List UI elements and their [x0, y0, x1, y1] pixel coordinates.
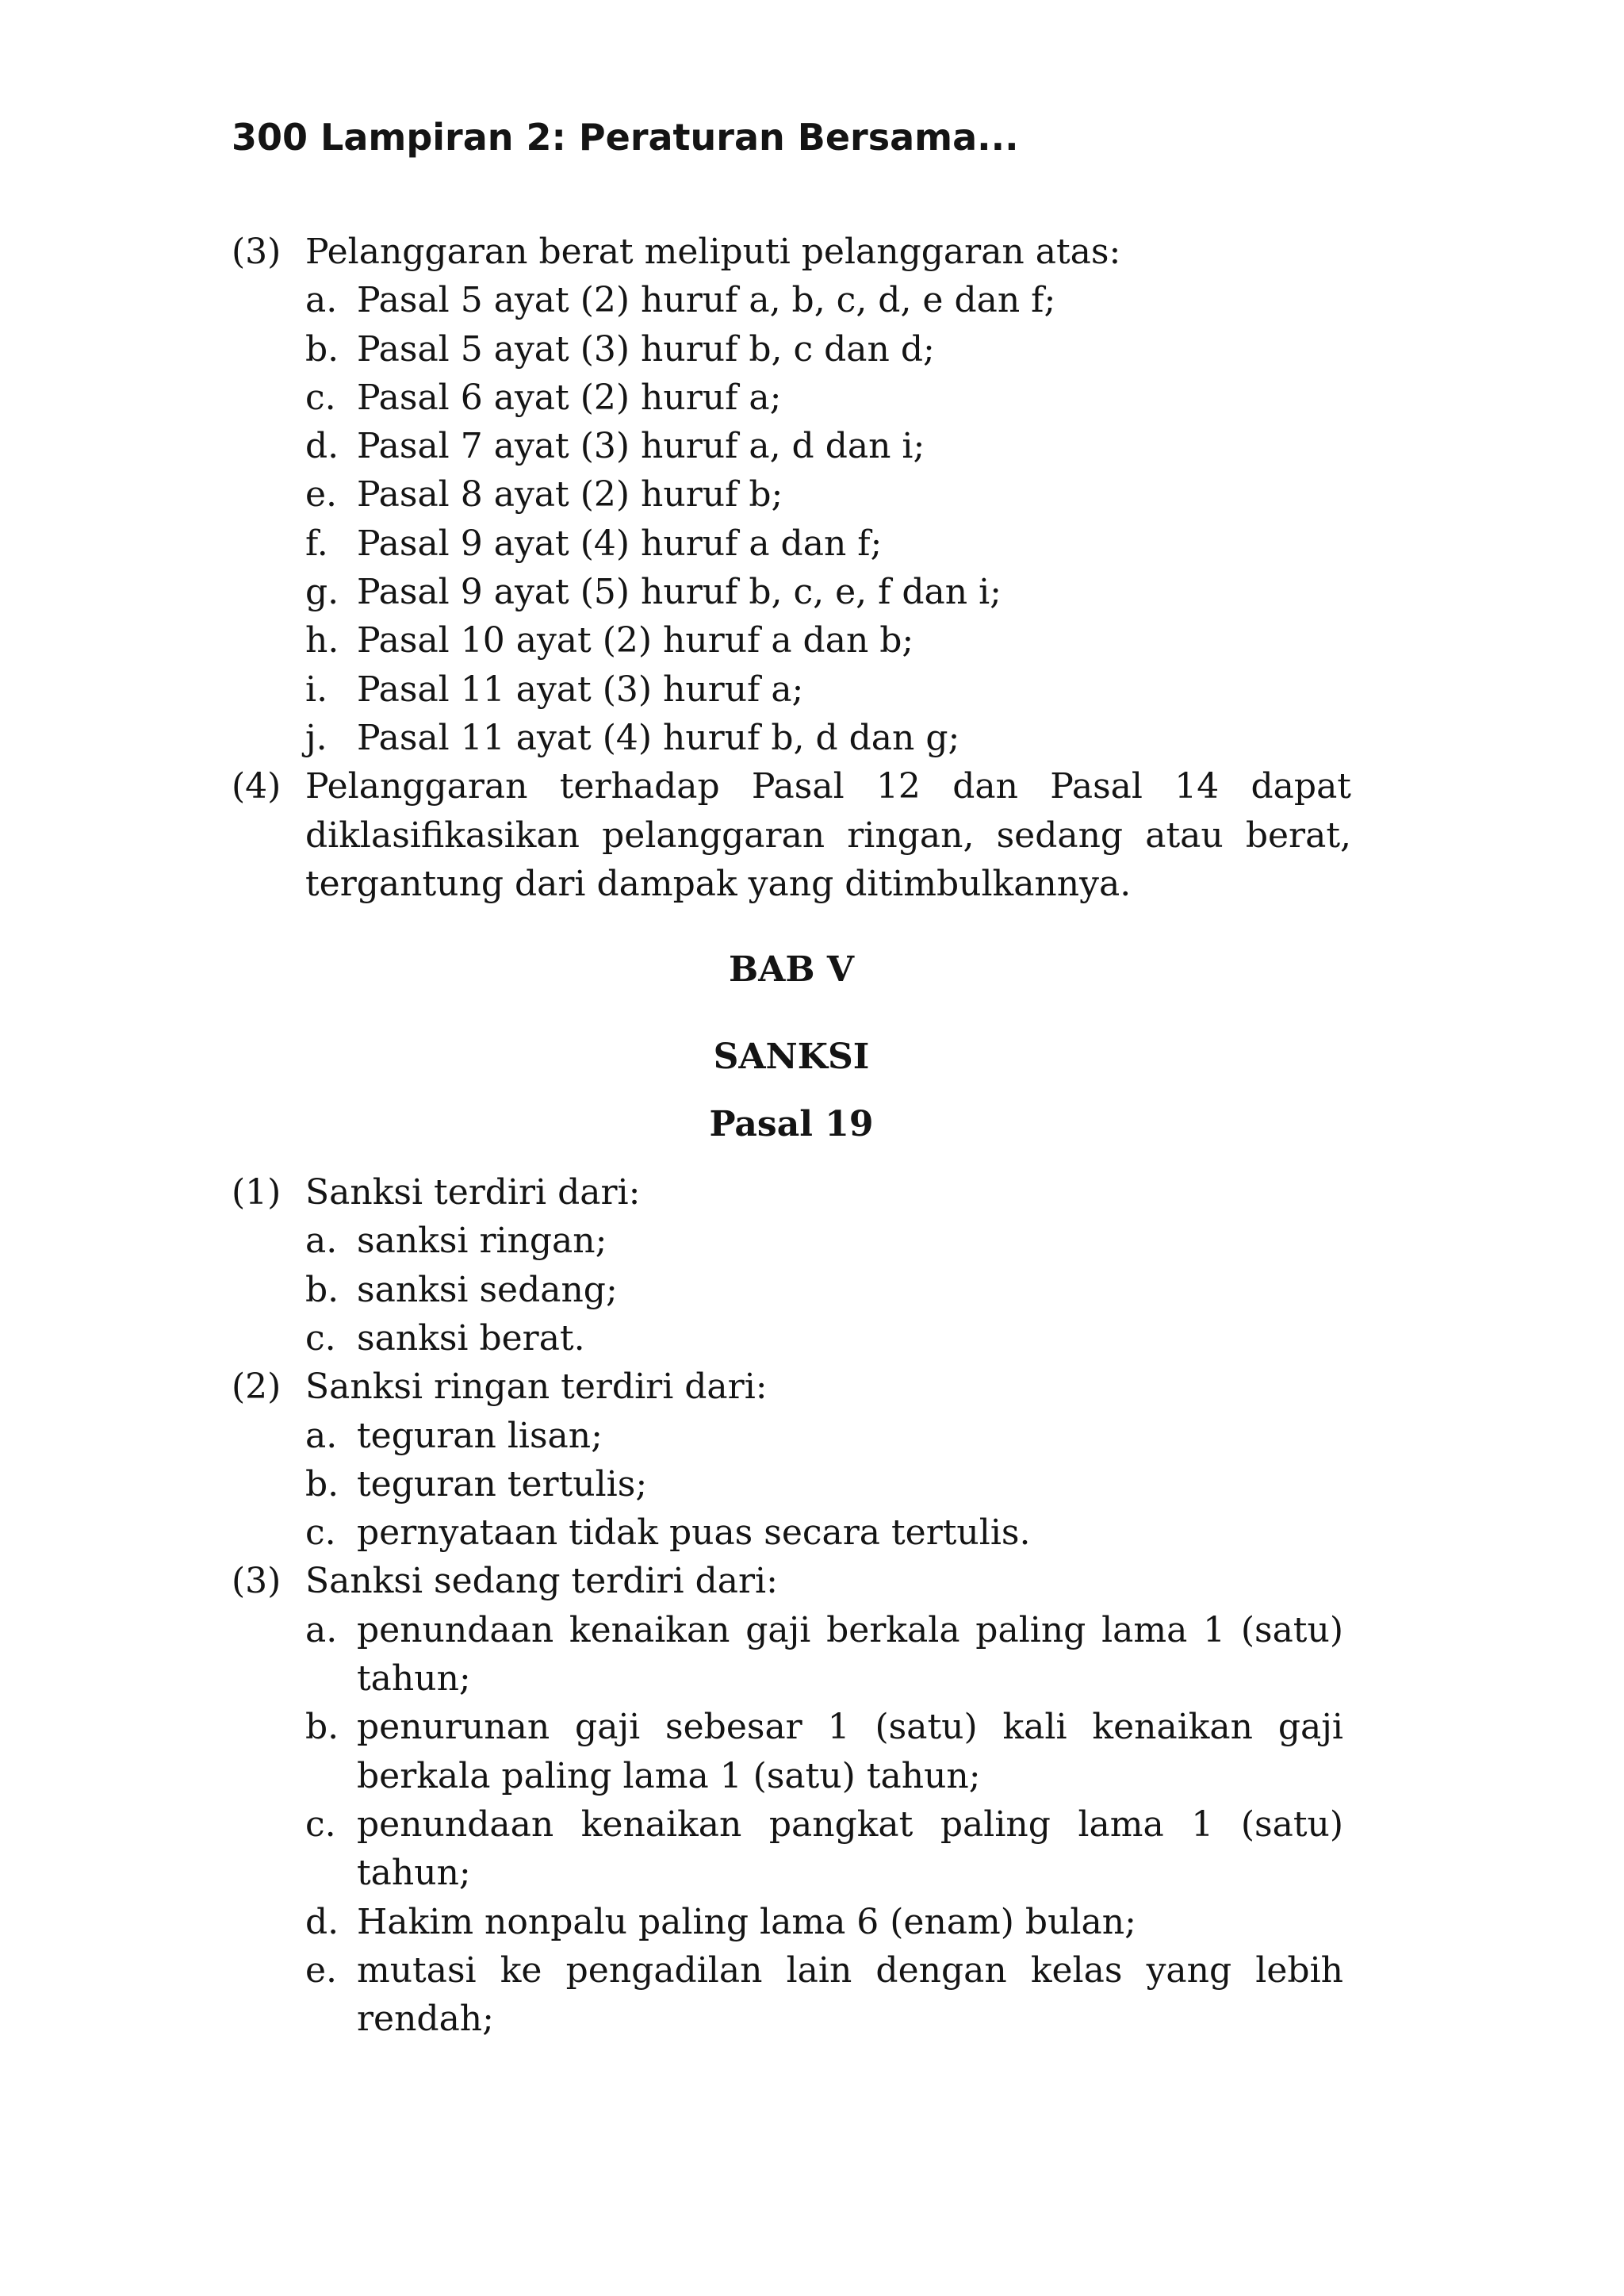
- list-item: [232, 1508, 1351, 1557]
- paragraph-number: (1): [232, 1172, 282, 1213]
- list-item-text: Pasal 5 ayat (3) huruf b, c dan d;: [357, 328, 935, 370]
- list-item: [232, 470, 1351, 519]
- list-item: [232, 1314, 1351, 1363]
- chapter-title: SANKSI: [713, 1037, 870, 1078]
- list-item-letter: g.: [305, 572, 339, 613]
- list-item: [232, 519, 1351, 568]
- list-item-text: penundaan kenaikan gaji berkala paling lama 1 (satu) tahun;: [357, 1609, 1343, 1700]
- list-item: [232, 1266, 1351, 1314]
- list-item: [232, 325, 1351, 374]
- paragraph-number: (2): [232, 1366, 282, 1408]
- document-body: [232, 228, 1351, 2043]
- paragraph-text: Sanksi terdiri dari:: [305, 1172, 641, 1213]
- list-item-text: Pasal 9 ayat (4) huruf a dan f;: [357, 523, 883, 564]
- list-item-letter: b.: [305, 1269, 339, 1310]
- chapter-heading: BAB V: [729, 949, 854, 991]
- list-item: [232, 568, 1351, 616]
- list-item-text: Pasal 6 ayat (2) huruf a;: [357, 377, 782, 418]
- list-item-text: Pasal 11 ayat (3) huruf a;: [357, 669, 804, 710]
- list-item-text: teguran lisan;: [357, 1415, 603, 1456]
- list-item: [232, 714, 1351, 762]
- list-item: [232, 616, 1351, 665]
- list-item: [232, 1898, 1343, 1946]
- paragraph-3-sanksi-sedang: [232, 1557, 1351, 1605]
- list-item-text: Pasal 10 ayat (2) huruf a dan b;: [357, 620, 914, 661]
- list-item-text: mutasi ke pengadilan lain dengan kelas yang lebih rendah;: [357, 1949, 1343, 2040]
- list-item: [232, 1946, 1343, 2044]
- list-item-letter: b.: [305, 1707, 339, 1748]
- list-item-letter: b.: [305, 328, 339, 370]
- list-item: [232, 1606, 1343, 1704]
- running-header: 300 Lampiran 2: Peraturan Bersama...: [232, 116, 1019, 159]
- list-item-text: sanksi ringan;: [357, 1221, 607, 1262]
- list-item-text: penundaan kenaikan pangkat paling lama 1 (satu) tahun;: [357, 1803, 1343, 1894]
- paragraph-number: (3): [232, 1561, 282, 1602]
- paragraph-number: (4): [232, 766, 282, 807]
- list-item-letter: j.: [305, 717, 327, 758]
- list-item-letter: e.: [305, 1949, 338, 1991]
- list-item-letter: c.: [305, 1317, 336, 1359]
- list-item-letter: c.: [305, 1803, 336, 1845]
- list-item: [232, 665, 1351, 714]
- list-item-text: Pasal 9 ayat (5) huruf b, c, e, f dan i;: [357, 572, 1002, 613]
- paragraph-2-sanksi-ringan: [232, 1363, 1351, 1411]
- paragraph-4-klasifikasi: [232, 762, 1351, 908]
- list-item-text: Pasal 11 ayat (4) huruf b, d dan g;: [357, 717, 960, 758]
- paragraph-number: (3): [232, 232, 282, 272]
- list-item-letter: h.: [305, 620, 339, 661]
- list-item-text: Pasal 7 ayat (3) huruf a, d dan i;: [357, 426, 925, 467]
- paragraph-text: Sanksi sedang terdiri dari:: [305, 1561, 778, 1602]
- list-item-text: Pasal 5 ayat (2) huruf a, b, c, d, e dan f;: [357, 280, 1056, 321]
- list-item-letter: a.: [305, 1609, 338, 1650]
- list-item-text: sanksi sedang;: [357, 1269, 618, 1310]
- list-item-letter: a.: [305, 280, 338, 321]
- list-item: [232, 1703, 1343, 1800]
- list-item-letter: c.: [305, 1512, 336, 1554]
- list-item-letter: a.: [305, 1221, 338, 1262]
- paragraph-3-pelanggaran-berat: [232, 228, 1351, 276]
- list-item-text: Pasal 8 ayat (2) huruf b;: [357, 474, 783, 516]
- list-item: [232, 1217, 1351, 1265]
- list-item-letter: e.: [305, 474, 338, 516]
- list-item: [232, 1412, 1351, 1460]
- list-item: [232, 1800, 1343, 1898]
- paragraph-text: Sanksi ringan terdiri dari:: [305, 1366, 768, 1408]
- list-item-text: penurunan gaji sebesar 1 (satu) kali kenaikan gaji berkala paling lama 1 (satu) tahun;: [357, 1707, 1343, 1796]
- list-item: [232, 374, 1351, 422]
- list-item-text: pernyataan tidak puas secara tertulis.: [357, 1512, 1031, 1554]
- list-item-letter: b.: [305, 1463, 339, 1504]
- list-item: [232, 422, 1351, 470]
- list-item-letter: c.: [305, 377, 336, 418]
- list-item-letter: a.: [305, 1415, 338, 1456]
- list-item-text: Hakim nonpalu paling lama 6 (enam) bulan;: [357, 1901, 1136, 1942]
- paragraph-text: Pelanggaran terhadap Pasal 12 dan Pasal 14 dapat diklasifikasikan pelanggaran ringan, sedang atau berat, tergantung dari dampak yang ditimbulkannya.: [305, 766, 1351, 904]
- list-item: [232, 276, 1351, 324]
- list-item-letter: f.: [305, 523, 328, 564]
- list-item-text: teguran tertulis;: [357, 1463, 648, 1504]
- list-item: [232, 1460, 1351, 1508]
- list-item-text: sanksi berat.: [357, 1317, 585, 1359]
- list-item-letter: d.: [305, 426, 339, 467]
- paragraph-1-sanksi: [232, 1168, 1351, 1217]
- list-item-letter: d.: [305, 1901, 339, 1942]
- list-item-letter: i.: [305, 669, 328, 710]
- paragraph-text: Pelanggaran berat meliputi pelanggaran atas:: [305, 232, 1121, 272]
- article-heading: Pasal 19: [709, 1103, 874, 1144]
